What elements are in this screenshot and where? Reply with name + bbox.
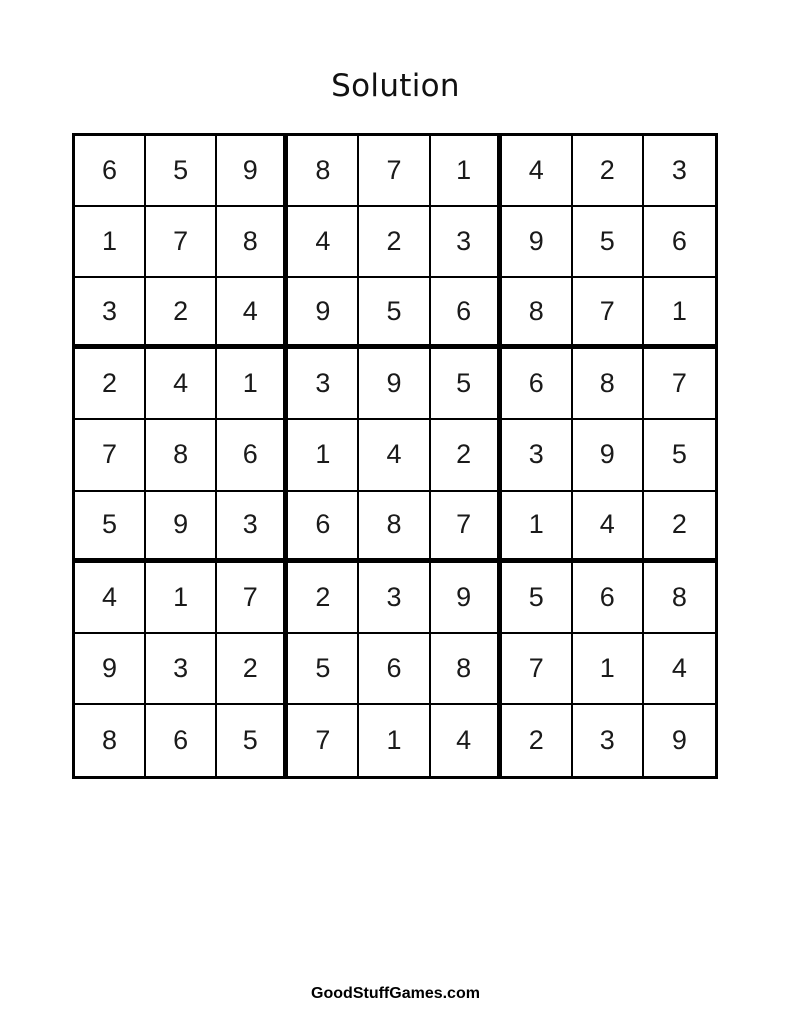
sudoku-cell-r1-c7: 4 [502,136,573,207]
sudoku-cell-r3-c4: 9 [288,278,359,349]
sudoku-cell-r6-c4: 6 [288,492,359,563]
sudoku-cell-r6-c5: 8 [359,492,430,563]
sudoku-cell-r8-c3: 2 [217,634,288,705]
sudoku-cell-r1-c3: 9 [217,136,288,207]
sudoku-cell-r1-c8: 2 [573,136,644,207]
sudoku-cell-r7-c4: 2 [288,563,359,634]
sudoku-cell-r5-c8: 9 [573,420,644,491]
sudoku-cell-r9-c2: 6 [146,705,217,776]
sudoku-cell-r2-c1: 1 [75,207,146,278]
sudoku-cell-r3-c3: 4 [217,278,288,349]
sudoku-grid [72,133,718,779]
sudoku-cell-r3-c5: 5 [359,278,430,349]
sudoku-cell-r9-c7: 2 [502,705,573,776]
sudoku-cell-r9-c5: 1 [359,705,430,776]
sudoku-cell-r2-c4: 4 [288,207,359,278]
sudoku-cell-r4-c9: 7 [644,349,715,420]
sudoku-cell-r2-c5: 2 [359,207,430,278]
sudoku-cell-r2-c3: 8 [217,207,288,278]
sudoku-cell-r8-c2: 3 [146,634,217,705]
sudoku-cell-r7-c2: 1 [146,563,217,634]
sudoku-cell-r8-c1: 9 [75,634,146,705]
sudoku-cell-r2-c8: 5 [573,207,644,278]
sudoku-cell-r3-c2: 2 [146,278,217,349]
sudoku-cell-r1-c2: 5 [146,136,217,207]
sudoku-cell-r2-c2: 7 [146,207,217,278]
sudoku-cell-r1-c6: 1 [431,136,502,207]
sudoku-cell-r5-c3: 6 [217,420,288,491]
sudoku-cell-r1-c5: 7 [359,136,430,207]
sudoku-cell-r9-c3: 5 [217,705,288,776]
sudoku-cell-r8-c9: 4 [644,634,715,705]
sudoku-cell-r5-c5: 4 [359,420,430,491]
sudoku-cell-r7-c9: 8 [644,563,715,634]
sudoku-cell-r6-c3: 3 [217,492,288,563]
sudoku-cell-r9-c1: 8 [75,705,146,776]
sudoku-cell-r6-c8: 4 [573,492,644,563]
sudoku-cell-r7-c8: 6 [573,563,644,634]
sudoku-cell-r6-c1: 5 [75,492,146,563]
sudoku-cell-r2-c7: 9 [502,207,573,278]
sudoku-cell-r5-c4: 1 [288,420,359,491]
sudoku-cell-r7-c6: 9 [431,563,502,634]
sudoku-cell-r4-c5: 9 [359,349,430,420]
sudoku-cell-r4-c6: 5 [431,349,502,420]
sudoku-cell-r3-c8: 7 [573,278,644,349]
sudoku-cell-r8-c7: 7 [502,634,573,705]
sudoku-cell-r4-c4: 3 [288,349,359,420]
sudoku-cell-r3-c9: 1 [644,278,715,349]
sudoku-cell-r2-c6: 3 [431,207,502,278]
sudoku-cell-r3-c1: 3 [75,278,146,349]
sudoku-cell-r5-c7: 3 [502,420,573,491]
sudoku-cell-r2-c9: 6 [644,207,715,278]
sudoku-cell-r7-c1: 4 [75,563,146,634]
sudoku-cell-r3-c6: 6 [431,278,502,349]
sudoku-cell-r6-c9: 2 [644,492,715,563]
sudoku-cell-r1-c4: 8 [288,136,359,207]
sudoku-cell-r9-c6: 4 [431,705,502,776]
sudoku-cell-r4-c8: 8 [573,349,644,420]
sudoku-cell-r1-c9: 3 [644,136,715,207]
sudoku-cell-r9-c8: 3 [573,705,644,776]
sudoku-cell-r7-c5: 3 [359,563,430,634]
sudoku-cell-r8-c8: 1 [573,634,644,705]
sudoku-cell-r5-c6: 2 [431,420,502,491]
sudoku-cell-r8-c4: 5 [288,634,359,705]
sudoku-cell-r3-c7: 8 [502,278,573,349]
site-credit: GoodStuffGames.com [311,985,480,1002]
sudoku-cell-r6-c2: 9 [146,492,217,563]
page-title: Solution [331,68,460,104]
sudoku-cell-r5-c2: 8 [146,420,217,491]
sudoku-cell-r8-c6: 8 [431,634,502,705]
sudoku-cell-r9-c4: 7 [288,705,359,776]
sudoku-cell-r4-c2: 4 [146,349,217,420]
sudoku-cell-r7-c3: 7 [217,563,288,634]
sudoku-cell-r5-c1: 7 [75,420,146,491]
sudoku-cell-r6-c7: 1 [502,492,573,563]
sudoku-cell-r1-c1: 6 [75,136,146,207]
sudoku-cell-r4-c1: 2 [75,349,146,420]
sudoku-cell-r6-c6: 7 [431,492,502,563]
sudoku-cell-r5-c9: 5 [644,420,715,491]
sudoku-cell-r7-c7: 5 [502,563,573,634]
sudoku-cell-r4-c3: 1 [217,349,288,420]
sudoku-cell-r4-c7: 6 [502,349,573,420]
sudoku-cell-r9-c9: 9 [671,724,687,755]
sudoku-cell-r8-c5: 6 [359,634,430,705]
